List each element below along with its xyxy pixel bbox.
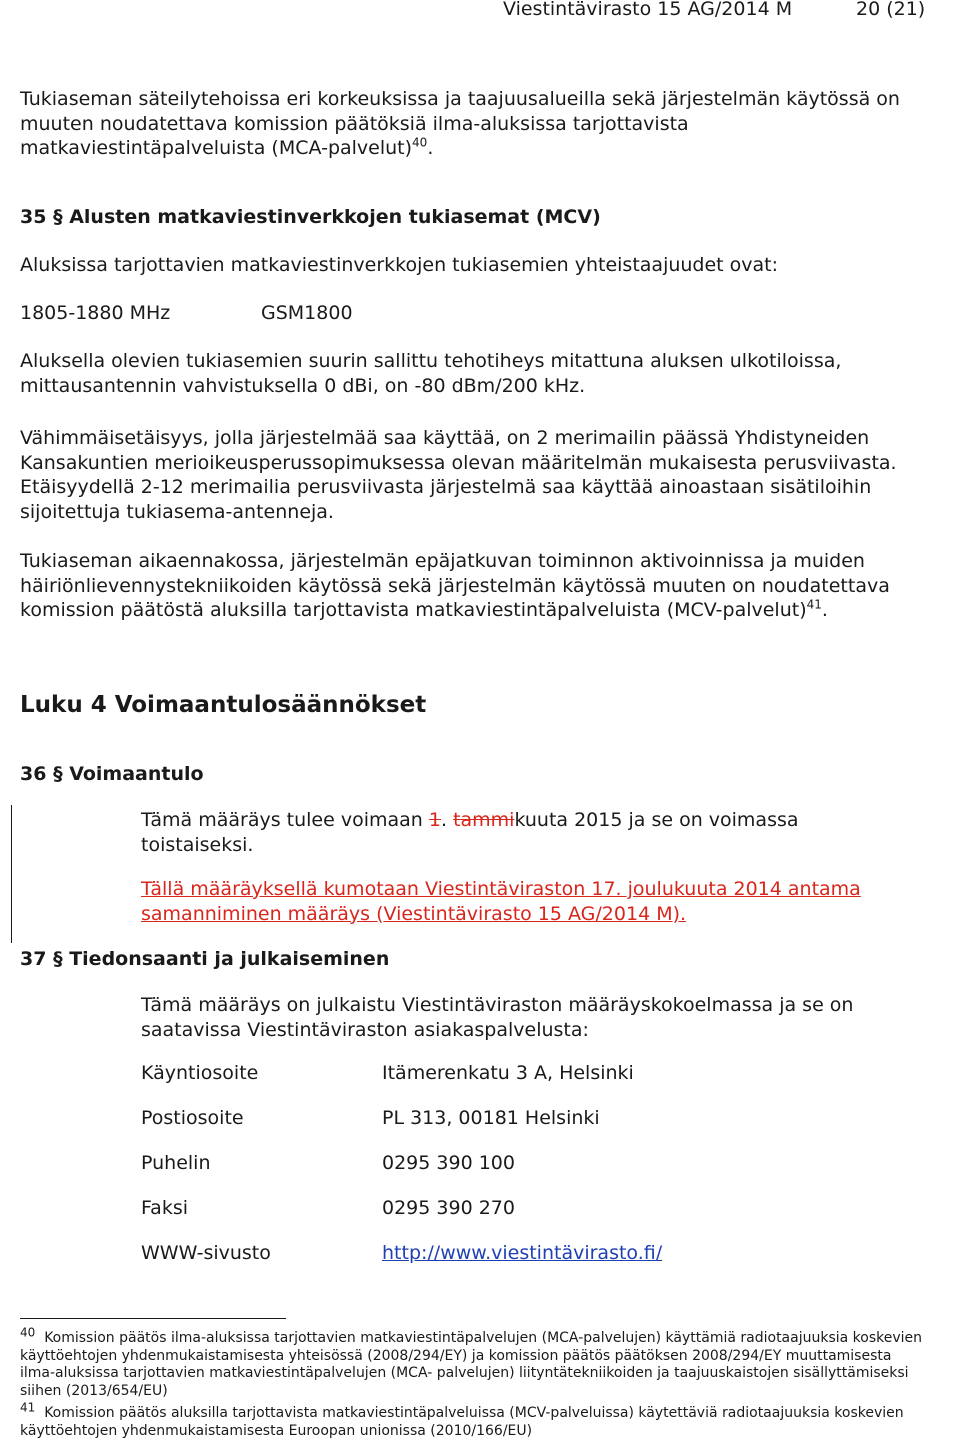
page-header xyxy=(0,0,960,24)
section-sign: § xyxy=(53,206,63,228)
deleted-text-day: 1 xyxy=(428,809,441,831)
contact-row-visiting-address xyxy=(141,1062,841,1086)
contact-value: PL 313, 00181 Helsinki xyxy=(382,1107,600,1129)
entry-into-force-text-b: . xyxy=(440,809,454,831)
section-35-paragraph-3 xyxy=(20,549,940,623)
section-35-heading xyxy=(20,205,920,229)
contact-label: WWW-sivusto xyxy=(141,1242,271,1264)
footnote-ref-41[interactable]: 41 xyxy=(806,597,822,612)
paragraph-3-text: Tukiaseman aikaennakossa, järjestelmän epäjatkuvan toiminnon aktivoinnissa ja muiden häiriönlievennystekniikoiden käytössä sekä järjestelmän käytössä muuten on noudatettava komission päätöstä aluksilla tarjottavista matkaviestintäpalveluista (MCV-palvelut) xyxy=(20,550,890,621)
section-35-paragraph-2: Vähimmäisetäisyys, jolla järjestelmää saa käyttää, on 2 merimailin päässä Yhdistyneiden Kansakuntien merioikeusperussopimuksessa olevan määritelmän mukaisesta perusviivasta. Etäisyydellä 2-12 merimailia perusviivasta järjestelmä saa käyttää ainoastaan sisätiloihin sijoitettuja tukiasema-antenneja. xyxy=(20,427,897,523)
contact-row-fax xyxy=(141,1197,841,1221)
footnote-40 xyxy=(20,1325,925,1400)
frequency-band: 1805-1880 MHz xyxy=(20,302,171,324)
entry-into-force-text-c: kuuta 2015 ja se on voimassa toistaiseksi. xyxy=(141,809,799,856)
section-sign: § xyxy=(53,763,63,785)
contact-label: Faksi xyxy=(141,1197,189,1219)
contact-value: 0295 390 270 xyxy=(382,1197,515,1219)
frequency-system: GSM1800 xyxy=(261,302,353,324)
footnote-text: Komission päätös ilma-aluksissa tarjottavien matkaviestintäpalvelujen (MCA-palvelujen) käyttämiä radiotaajuuksia koskevien käyttöehtojen yhdenmukaistamisesta yhteisössä (2008/294/EY) ja komission päätös päätöksen 2008/294/EY muuttamisesta ilma-aluksissa tarjottavien matkaviestintäpalvelujen (MCA- palvelujen) liityntätekniikoiden ja taajuuskaistojen sisällyttämiseksi siihen (2013/654/EU) xyxy=(20,1330,923,1399)
section-36-heading xyxy=(20,762,920,786)
contact-label: Postiosoite xyxy=(141,1107,244,1129)
footnote-number: 40 xyxy=(20,1325,36,1340)
chapter-4-title: Luku 4 Voimaantulosäännökset xyxy=(20,692,427,718)
frequency-intro: Aluksissa tarjottavien matkaviestinverkkojen tukiasemien yhteistaajuudet ovat: xyxy=(20,254,779,276)
contact-value: 0295 390 100 xyxy=(382,1152,515,1174)
section-37-title: Tiedonsaanti ja julkaiseminen xyxy=(69,948,390,970)
footnote-41 xyxy=(20,1400,925,1440)
section-37-paragraph-1: Tämä määräys on julkaistu Viestintäviraston määräyskokoelmassa ja se on saatavissa Viestintäviraston asiakaspalvelusta: xyxy=(141,994,854,1041)
contact-label: Käyntiosoite xyxy=(141,1062,259,1084)
contact-label: Puhelin xyxy=(141,1152,211,1174)
section-36-paragraph-1 xyxy=(141,808,881,857)
footnote-number: 41 xyxy=(20,1400,36,1415)
header-doc-ref: Viestintävirasto 15 AG/2014 M xyxy=(503,0,793,20)
contact-value: Itämerenkatu 3 A, Helsinki xyxy=(382,1062,634,1084)
contact-row-phone xyxy=(141,1152,841,1176)
entry-into-force-text-a: Tämä määräys tulee voimaan xyxy=(141,809,429,831)
intro-paragraph xyxy=(20,87,900,161)
contact-row-website xyxy=(141,1242,841,1266)
header-page-number: 20 (21) xyxy=(856,0,926,20)
section-35-paragraph-1: Aluksella olevien tukiasemien suurin sallittu tehotiheys mitattuna aluksen ulkotiloissa, mittausantennin vahvistuksella 0 dBi, on -80 dBm/200 kHz. xyxy=(20,350,842,397)
section-37-heading xyxy=(20,947,920,971)
revision-change-bar xyxy=(11,805,12,943)
intro-text: Tukiaseman säteilytehoissa eri korkeuksissa ja taajuusalueilla sekä järjestelmän käytössä on muuten noudatettava komission päätöksiä ilma-aluksissa tarjottavista matkaviestintäpalveluista (MCA-palvelut) xyxy=(20,88,900,159)
section-35-title: Alusten matkaviestinverkkojen tukiasemat (MCV) xyxy=(69,206,601,228)
intro-end: . xyxy=(427,137,434,159)
contact-row-postal-address xyxy=(141,1107,841,1131)
inserted-repeal-paragraph: Tällä määräyksellä kumotaan Viestintäviraston 17. joulukuuta 2014 antama samanniminen määräys (Viestintävirasto 15 AG/2014 M). xyxy=(141,878,861,925)
section-35-number: 35 xyxy=(20,206,47,228)
section-36-number: 36 xyxy=(20,763,47,785)
website-link[interactable]: http://www.viestintävirasto.fi/ xyxy=(382,1242,663,1264)
section-37-number: 37 xyxy=(20,948,47,970)
footnote-text: Komission päätös aluksilla tarjottavista matkaviestintäpalveluissa (MCV-palveluissa) käytettäviä radiotaajuuksia koskevien käyttöehtojen yhdenmukaistamisesta Euroopan unionissa (2010/166/EU) xyxy=(20,1405,904,1439)
footnote-ref-40[interactable]: 40 xyxy=(412,135,428,150)
deleted-text-month: tammi xyxy=(453,809,515,831)
paragraph-3-end: . xyxy=(821,599,828,621)
section-sign: § xyxy=(53,948,63,970)
section-36-title: Voimaantulo xyxy=(69,763,204,785)
footnote-separator xyxy=(20,1318,286,1319)
